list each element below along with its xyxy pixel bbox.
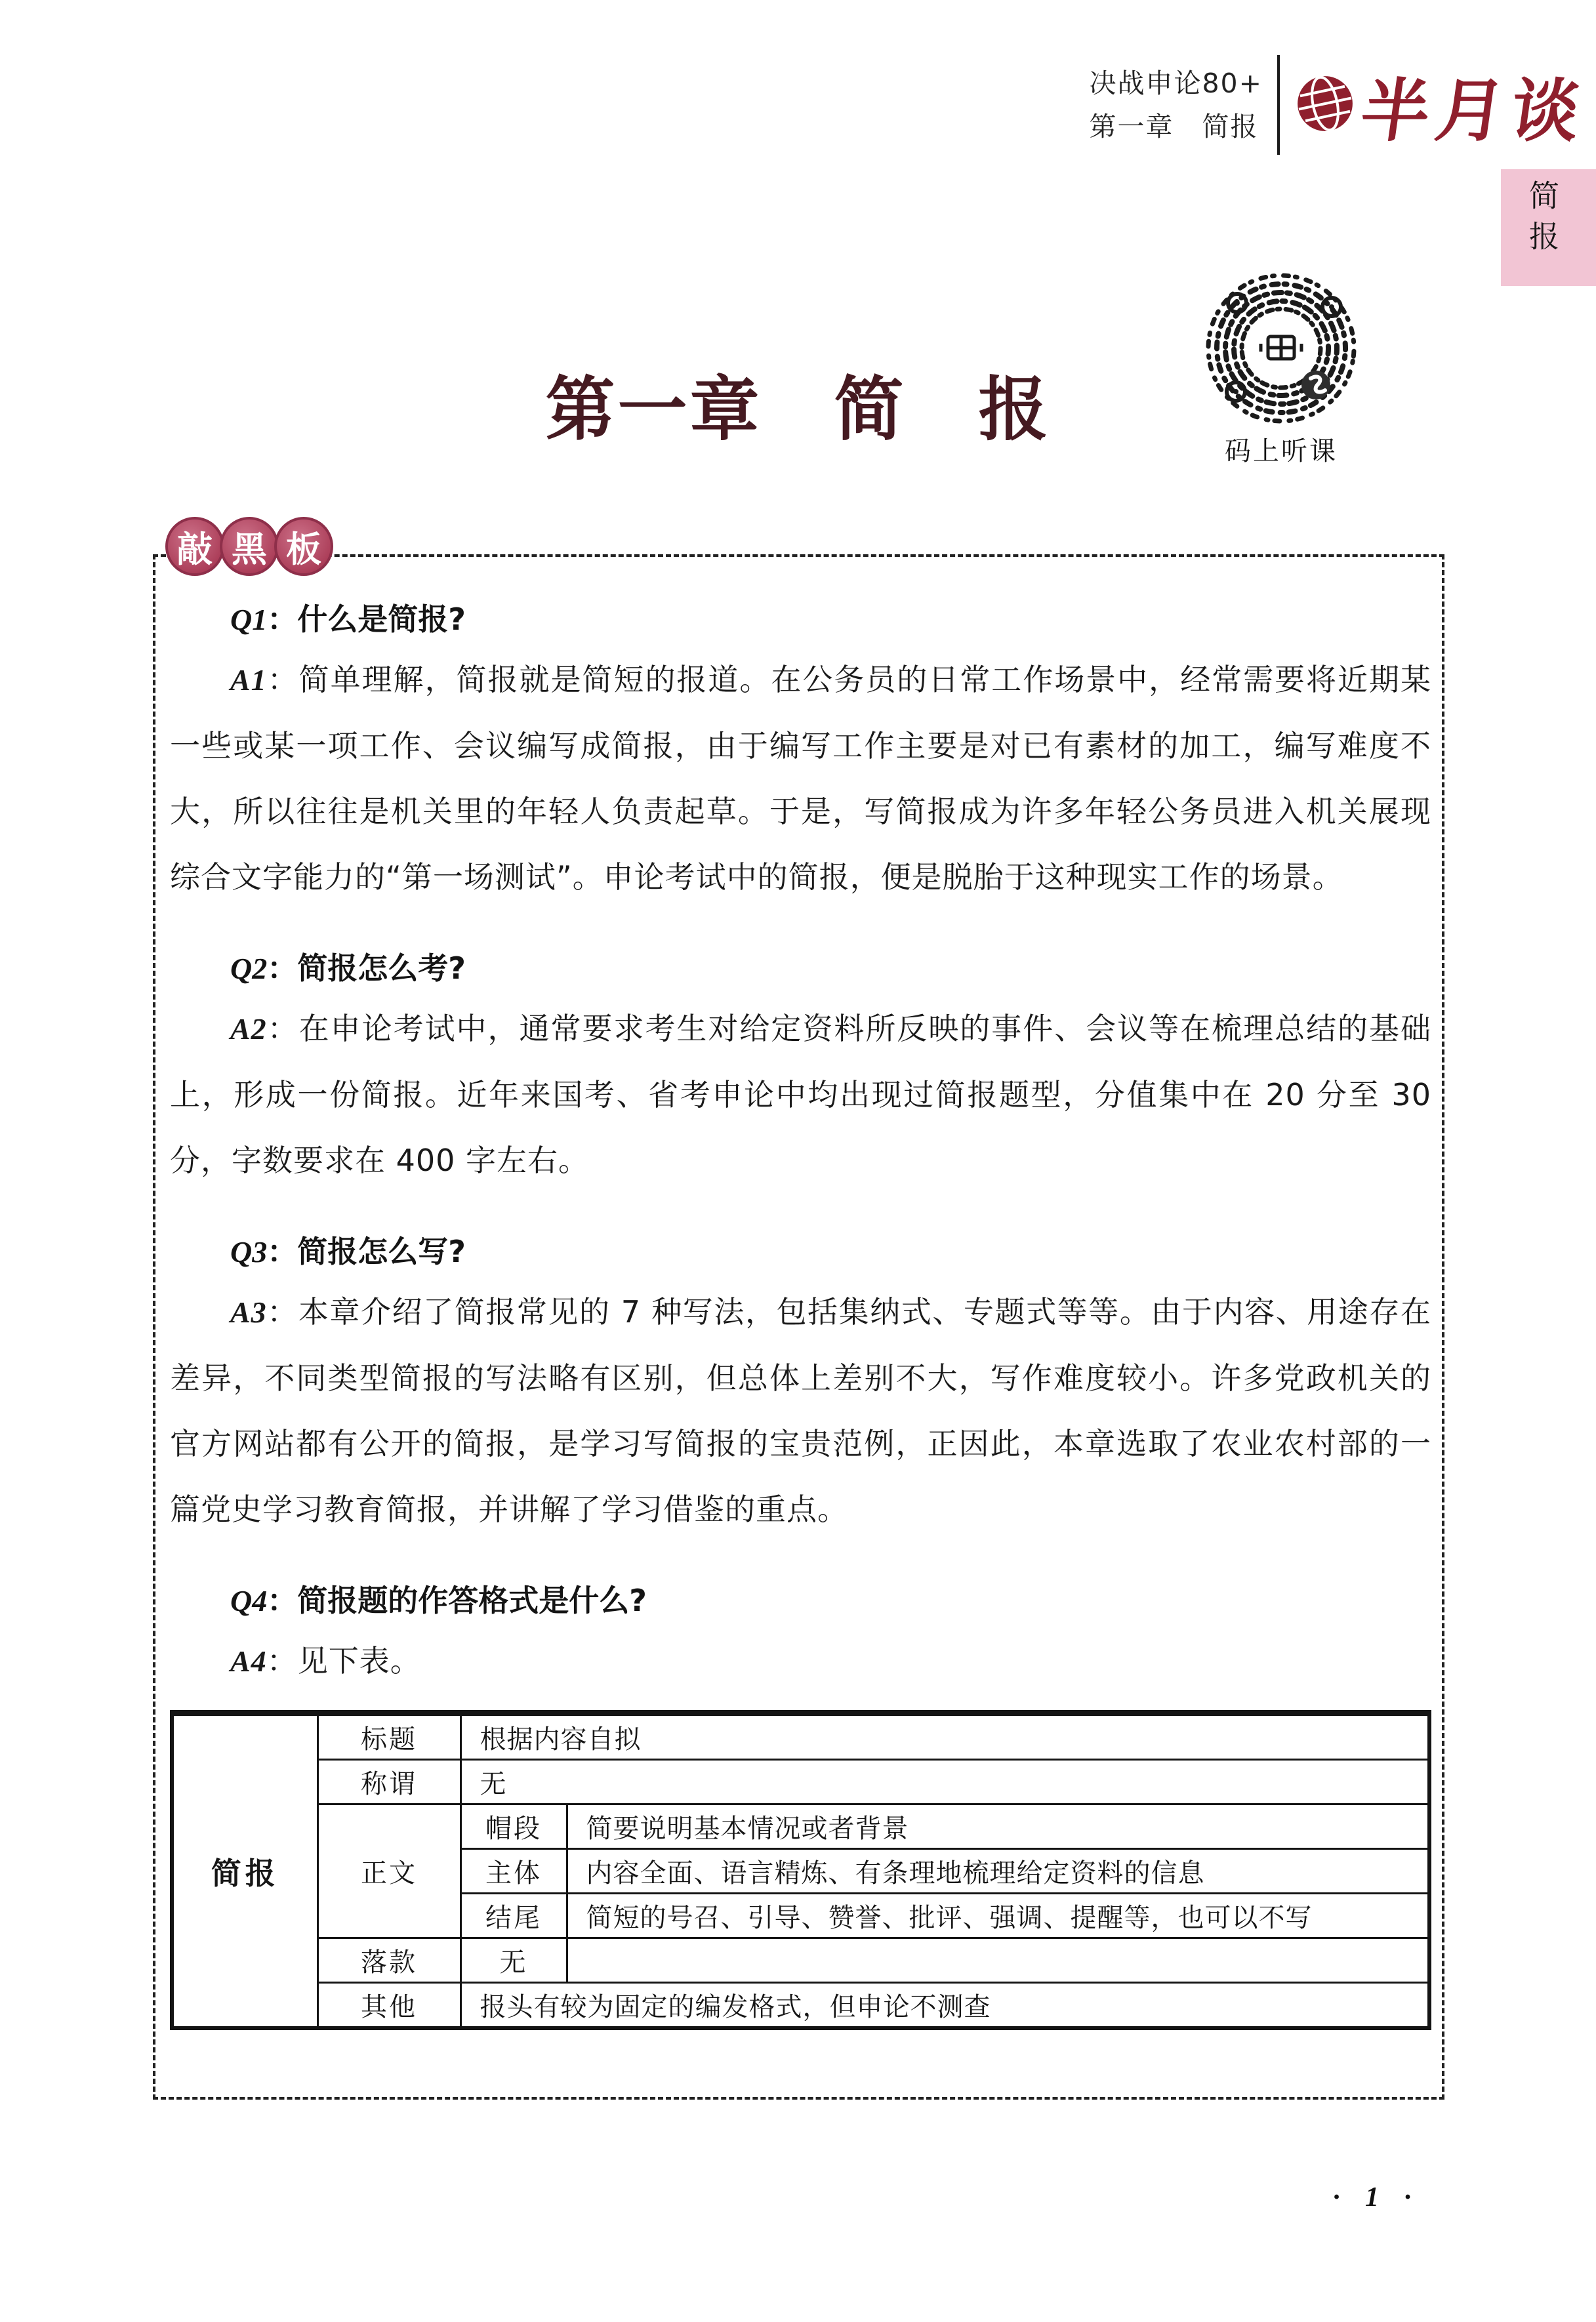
q2-label: Q2 xyxy=(230,952,268,985)
answer-1 xyxy=(170,647,1431,910)
q4-text: ：简报题的作答格式是什么? xyxy=(267,1583,647,1618)
q1-text: ：什么是简报? xyxy=(267,601,466,637)
a3-label: A3 xyxy=(230,1295,267,1329)
a1-label: A1 xyxy=(230,663,267,697)
question-2 xyxy=(170,948,1431,989)
answer-4 xyxy=(170,1628,1431,1694)
qr-block xyxy=(1195,270,1367,468)
brand-logo xyxy=(1294,56,1591,154)
qr-caption: 码上听课 xyxy=(1225,436,1338,466)
q1-label: Q1 xyxy=(230,603,268,636)
cap-content-cell: 简要说明基本情况或者背景 xyxy=(567,1804,1429,1849)
signoff-empty-cell xyxy=(567,1938,1429,1983)
table-row-title xyxy=(172,1713,1429,1760)
table-row-body-cap xyxy=(172,1804,1429,1849)
page-header xyxy=(1089,55,1591,155)
globe-icon xyxy=(1294,73,1356,137)
a4-text: ：见下表。 xyxy=(266,1643,421,1679)
badge-circle-3: 板 xyxy=(274,517,333,576)
side-tab-label: 简报 xyxy=(1524,180,1560,261)
table-subject-cell: 简报 xyxy=(172,1713,317,2029)
answer-2 xyxy=(170,996,1431,1193)
q4-label: Q4 xyxy=(230,1584,268,1618)
answer-3 xyxy=(170,1279,1431,1542)
salutation-content-cell: 无 xyxy=(460,1760,1429,1804)
table-row-signoff xyxy=(172,1938,1429,1983)
a2-text: ：在申论考试中，通常要求考生对给定资料所反映的事件、会议等在梳理总结的基础上，形成一份简报。近年来国考、省考申论中均出现过简报题型，分值集中在 20 分至 30 分，字数要求在 400 字左右。 xyxy=(170,1011,1431,1178)
signoff-label-cell: 落款 xyxy=(317,1938,460,1983)
table-row-other xyxy=(172,1983,1429,2029)
header-divider xyxy=(1277,55,1280,155)
main-label-cell: 主体 xyxy=(460,1849,567,1894)
question-1 xyxy=(170,599,1431,640)
badge-circle-2: 黑 xyxy=(220,517,279,576)
q2-text: ：简报怎么考? xyxy=(267,950,466,986)
salutation-label-cell: 称谓 xyxy=(317,1760,460,1804)
blackboard-badge xyxy=(165,517,329,576)
table-row-salutation xyxy=(172,1760,1429,1804)
qr-code-icon xyxy=(1203,417,1359,429)
title-label-cell: 标题 xyxy=(317,1713,460,1760)
a1-text: ：简单理解，简报就是简短的报道。在公务员的日常工作场景中，经常需要将近期某一些或某一项工作、会议编写成简报，由于编写工作主要是对已有素材的加工，编写难度不大，所以往往是机关里的年轻人负责起草。于是，写简报成为许多年轻公务员进入机关展现综合文字能力的“第一场测试”。申论考试中的简报，便是脱胎于这种现实工作的场景。 xyxy=(170,662,1431,895)
question-3 xyxy=(170,1231,1431,1273)
qa-board xyxy=(153,554,1444,2100)
body-label-cell: 正文 xyxy=(317,1804,460,1938)
other-label-cell: 其他 xyxy=(317,1983,460,2029)
q3-text: ：简报怎么写? xyxy=(267,1234,466,1269)
a2-label: A2 xyxy=(230,1012,267,1046)
header-series: 决战申论80+ xyxy=(1089,67,1263,99)
signoff-content-cell: 无 xyxy=(460,1938,567,1983)
header-meta xyxy=(1089,62,1263,149)
end-label-cell: 结尾 xyxy=(460,1894,567,1938)
q3-label: Q3 xyxy=(230,1235,268,1269)
a4-label: A4 xyxy=(230,1644,267,1678)
question-4 xyxy=(170,1580,1431,1621)
other-content-cell: 报头有较为固定的编发格式，但申论不测查 xyxy=(460,1983,1429,2029)
brand-name: 半月谈 xyxy=(1356,74,1591,150)
format-table xyxy=(170,1710,1431,2030)
cap-label-cell: 帽段 xyxy=(460,1804,567,1849)
side-tab xyxy=(1501,169,1596,286)
a3-text: ：本章介绍了简报常见的 7 种写法，包括集纳式、专题式等等。由于内容、用途存在差异，不同类型简报的写法略有区别，但总体上差别不大，写作难度较小。许多党政机关的官方网站都有公开的简报，是学习写简报的宝贵范例，正因此，本章选取了农业农村部的一篇党史学习教育简报，并讲解了学习借鉴的重点。 xyxy=(170,1294,1431,1527)
main-content-cell: 内容全面、语言精炼、有条理地梳理给定资料的信息 xyxy=(567,1849,1429,1894)
badge-circle-1: 敲 xyxy=(165,517,224,576)
title-content-cell: 根据内容自拟 xyxy=(460,1713,1429,1760)
end-content-cell: 简短的号召、引导、赞誉、批评、强调、提醒等，也可以不写 xyxy=(567,1894,1429,1938)
page-number: · 1 · xyxy=(1333,2182,1420,2212)
chapter-title: 第一章 简 报 xyxy=(545,372,1051,449)
header-chapter: 第一章 简报 xyxy=(1089,111,1259,142)
